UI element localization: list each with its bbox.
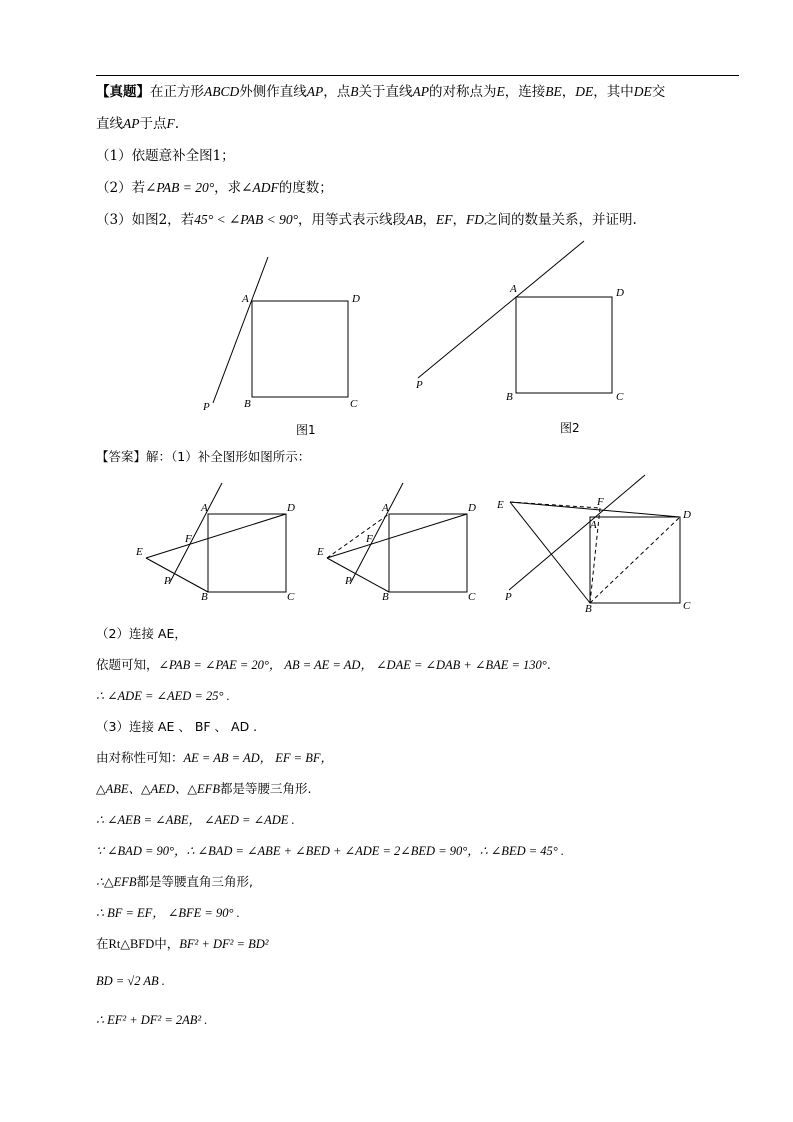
label-d: D xyxy=(683,509,691,521)
label-c: C xyxy=(616,391,624,403)
question-text: ， xyxy=(422,212,437,228)
math-f: F xyxy=(166,116,175,131)
math-abcd: ABCD xyxy=(204,84,240,99)
problem-tag: 【真题】 xyxy=(96,84,150,100)
label-p: P xyxy=(505,591,512,603)
figure-2-labels xyxy=(415,283,624,435)
math-expr: ∠PAB = 20° xyxy=(145,180,215,195)
answer-part3-line9: ∴ EF² + DF² = 2AB² . xyxy=(96,1013,208,1027)
math-ap: AP xyxy=(412,84,429,99)
label-p: P xyxy=(203,401,210,413)
question-text: ，用等式表示线段 xyxy=(298,212,407,228)
segment-eb xyxy=(327,558,389,592)
figure-1-labels xyxy=(202,293,360,437)
line-ap xyxy=(213,257,268,403)
answer-text: . xyxy=(546,657,551,672)
segment-ed xyxy=(327,514,467,558)
question-text: ，求 xyxy=(214,180,242,196)
answer-figure-b-labels xyxy=(316,502,476,603)
label-d: D xyxy=(287,502,295,514)
problem-text: ，其中 xyxy=(593,84,634,100)
answer-text: 都是等腰直角三角形, xyxy=(136,874,253,889)
answer-part3-line5 xyxy=(96,872,253,892)
question-text: 之间的数量关系，并证明. xyxy=(484,212,637,228)
math-ap: AP xyxy=(306,84,324,99)
answer-figure-c-labels xyxy=(496,496,691,615)
math-expr: △ABE、△AED、△EFB xyxy=(96,782,220,796)
caption-fig1: 图1 xyxy=(296,423,316,437)
segment-eb xyxy=(510,502,590,603)
segment-bd-dashed xyxy=(590,517,680,603)
label-p: P xyxy=(345,575,352,587)
label-e: E xyxy=(497,499,504,511)
answer-part3-line6: ∴ BF = EF， ∠BFE = 90° . xyxy=(96,906,240,920)
question-1: （1）依题意补全图1； xyxy=(96,148,235,164)
square-abcd xyxy=(389,514,467,592)
label-b: B xyxy=(382,591,389,603)
answer-part2-line2: ∴ ∠ADE = ∠AED = 25° . xyxy=(96,689,230,703)
problem-text: 交 xyxy=(651,84,666,100)
segment-ed xyxy=(146,514,286,558)
label-b: B xyxy=(244,398,251,410)
label-e: E xyxy=(317,546,324,558)
problem-text: . xyxy=(174,116,180,132)
label-d: D xyxy=(616,287,624,299)
line-ap xyxy=(350,483,403,584)
label-a: A xyxy=(242,293,249,305)
square-abcd xyxy=(252,301,348,397)
segment-eb xyxy=(146,558,208,592)
answer-text: 依题可知， xyxy=(96,657,159,672)
answer-text: 都是等腰三角形. xyxy=(219,781,312,796)
answer-part3-line2 xyxy=(96,779,311,799)
answer-part3-line4: ∵ ∠BAD = 90°，∴ ∠BAD = ∠ABE + ∠BED + ∠ADE = 2∠BED = 90°，∴ ∠BED = 45° . xyxy=(96,844,565,858)
math-e: E xyxy=(496,84,505,99)
answer-heading: 【答案】解：（1）补全图形如图所示： xyxy=(96,449,311,464)
square-abcd xyxy=(208,514,286,592)
label-b: B xyxy=(506,391,513,403)
question-text: ， xyxy=(452,212,467,228)
square-abcd xyxy=(516,297,612,393)
line-ap xyxy=(169,483,222,584)
line-ap xyxy=(418,241,584,378)
problem-text: 于点 xyxy=(139,116,167,132)
label-c: C xyxy=(350,398,358,410)
label-p: P xyxy=(416,379,423,391)
answer-part3-title: （3）连接 AE 、 BF 、 AD . xyxy=(96,719,258,734)
label-e: E xyxy=(136,546,143,558)
answer-text: 中， xyxy=(154,936,180,951)
answer-figure-c xyxy=(509,475,680,603)
answer-text: 由对称性可知： xyxy=(96,750,184,765)
math-expr: ∴△EFB xyxy=(96,875,137,889)
math-b: B xyxy=(350,84,359,99)
problem-text: 外侧作直线 xyxy=(239,84,307,100)
math-expr: Rt△BFD xyxy=(108,937,155,951)
math-de: DE xyxy=(633,84,652,99)
answer-part2-line1 xyxy=(96,655,551,675)
problem-text: 直线 xyxy=(96,116,123,132)
segment-ae-dashed xyxy=(327,514,389,558)
problem-text: 在正方形 xyxy=(150,84,204,100)
answer-part3-line8: BD = √2 AB . xyxy=(96,974,165,988)
math-expr: BF² + DF² = BD² xyxy=(179,937,269,951)
label-d: D xyxy=(468,502,476,514)
math-expr: ∠PAB = ∠PAE = 20°， AB = AE = AD， ∠DAE = ∠DAB + ∠BAE = 130° xyxy=(158,658,547,672)
label-p: P xyxy=(164,575,171,587)
label-c: C xyxy=(683,600,691,612)
problem-text: ，点 xyxy=(323,84,351,100)
answer-part2-title: （2）连接 AE， xyxy=(96,626,187,641)
caption-fig2: 图2 xyxy=(560,421,580,435)
answer-figure-a-labels xyxy=(135,502,295,603)
line-ap xyxy=(509,475,645,590)
math-ap: AP xyxy=(123,116,140,131)
math-fd: FD xyxy=(466,212,485,227)
answer-text: 在 xyxy=(96,936,109,951)
problem-text: 关于直线 xyxy=(358,84,413,100)
math-expr: ∠ADF xyxy=(241,180,279,195)
math-expr: 45° < ∠PAB < 90° xyxy=(194,212,299,227)
question-text: （2）若 xyxy=(96,180,146,196)
label-b: B xyxy=(201,591,208,603)
problem-text: ，连接 xyxy=(504,84,546,100)
question-text: （3）如图2，若 xyxy=(96,212,195,228)
answer-part3-line7 xyxy=(96,934,269,954)
label-b: B xyxy=(585,603,592,615)
label-f: F xyxy=(597,496,604,508)
figure-2 xyxy=(418,241,612,393)
math-expr: AE = AB = AD， EF = BF， xyxy=(183,751,333,765)
label-a: A xyxy=(382,502,389,514)
label-c: C xyxy=(468,591,476,603)
math-ef: EF xyxy=(436,212,453,227)
answer-part3-line3: ∴ ∠AEB = ∠ABE， ∠AED = ∠ADE . xyxy=(96,813,295,827)
label-d: D xyxy=(352,293,360,305)
math-be: BE xyxy=(545,84,562,99)
problem-text: 的对称点为 xyxy=(429,84,497,100)
segment-ed xyxy=(510,502,680,517)
label-a: A xyxy=(201,502,208,514)
figure-1 xyxy=(213,257,348,403)
math-ab: AB xyxy=(406,212,423,227)
label-a: A xyxy=(510,283,517,295)
math-de: DE xyxy=(575,84,594,99)
label-a: A xyxy=(590,519,597,531)
label-f: F xyxy=(185,533,192,545)
answer-part3-line1 xyxy=(96,748,333,768)
problem-text: ， xyxy=(561,84,576,100)
question-text: 的度数； xyxy=(278,180,333,196)
label-c: C xyxy=(287,591,295,603)
label-f: F xyxy=(366,533,373,545)
